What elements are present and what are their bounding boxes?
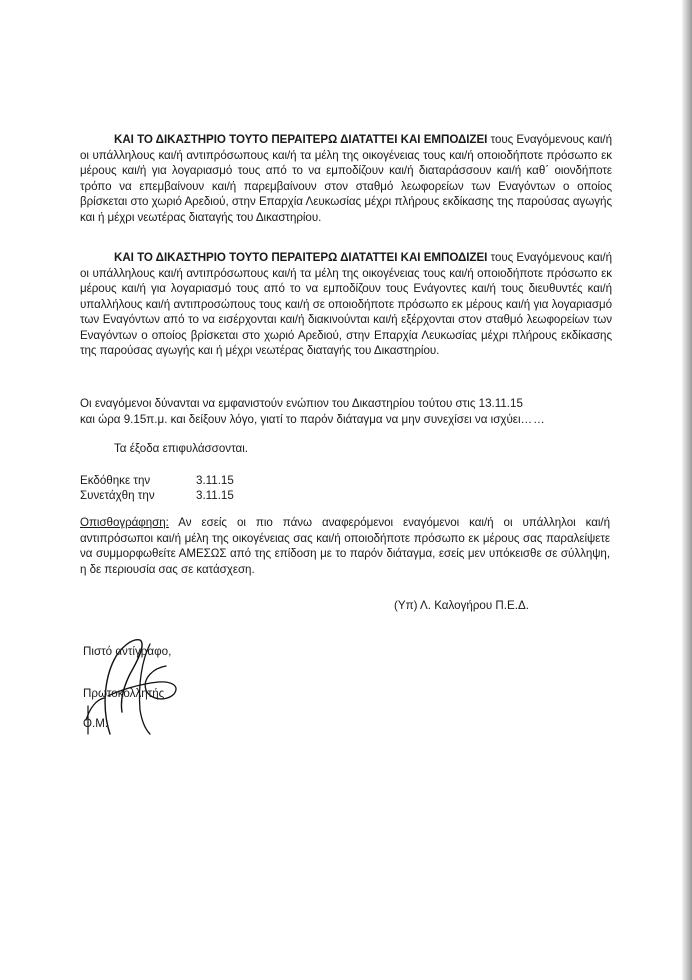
certified-copy-label: Πιστό αντίγραφο,	[83, 645, 172, 658]
registrar-initials: Ο.Μ.	[83, 717, 109, 730]
issued-date: 3.11.15	[196, 474, 234, 487]
costs-reserved-line: Τα έξοδα επιφυλάσσονται.	[114, 442, 249, 455]
drafted-date: 3.11.15	[196, 489, 234, 502]
paragraph-2-body: τους Εναγόμενους και/ή οι υπάλληλους και/ή αντιπρόσωπους και/ή τα μέλη της οικογένειας τους και/ή οποιοδήποτε πρόσωπο εκ μέρους και/ή για λογαριασμό τους από το να εμποδίζουν τους Ενάγοντες και/ή τους διευθυντές και/ή υπαλλήλους και/ή αντιπροσώπους τους και/ή σε οποιοδήποτε πρόσωπο εκ μέρους και/ή για λογαριασμό των Εναγόντων από το να εισέρχονται και/ή διακινούνται και/ή εξέρχονται στον σταθμό λεωφορείων των Εναγόντων ο οποίος βρίσκεται στο χωριό Αρεδιού, στην Επαρχία Λευκωσίας μέχρι πλήρους εκδίκασης της παρούσας αγωγής και ή μέχρι νεωτέρας διαταγής του Δικαστηρίου.	[80, 251, 612, 357]
appearance-dots: ……	[520, 413, 546, 426]
endorsement-paragraph	[80, 515, 610, 577]
appearance-line-2	[80, 412, 546, 428]
certification-block	[80, 630, 220, 740]
endorsement-body: Αν εσείς οι πιο πάνω αναφερόμενοι εναγόμενοι και/ή οι υπάλληλοι και/ή αντιπρόσωποι και/ή μέλη της οικογένειας σας και/ή οποιοδήποτε πρόσωπο εκ μέρους σας παραλείψετε να συμμορφωθείτε ΑΜΕΣΩΣ από της επίδοση με το παρόν διάταγμα, εσείς μεν υπόκεισθε σε σύλληψη, η δε περιουσία σας σε κατάσχεση.	[80, 516, 611, 576]
judge-signature-line: (Υπ) Λ. Καλογήρου Π.Ε.Δ.	[394, 599, 529, 612]
scan-edge-shadow	[682, 0, 692, 980]
drafted-label: Συνετάχθη την	[80, 489, 155, 502]
appearance-line-1: Οι εναγόμενοι δύνανται να εμφανιστούν ενώπιον του Δικαστηρίου τούτου στις 13.11.15	[80, 397, 523, 410]
paragraph-1-heading: ΚΑΙ ΤΟ ΔΙΚΑΣΤΗΡΙΟ ΤΟΥΤΟ ΠΕΡΑΙΤΕΡΩ ΔΙΑΤΑΤΤΕΙ ΚΑΙ ΕΜΠΟΔΙΖΕΙ	[114, 133, 488, 146]
paragraph-restraining-order-2	[80, 250, 612, 359]
paragraph-restraining-order-1	[80, 132, 612, 225]
paragraph-2-heading: ΚΑΙ ΤΟ ΔΙΚΑΣΤΗΡΙΟ ΤΟΥΤΟ ΠΕΡΑΙΤΕΡΩ ΔΙΑΤΑΤΤΕΙ ΚΑΙ ΕΜΠΟΔΙΖΕΙ	[114, 251, 488, 264]
issued-label: Εκδόθηκε την	[80, 474, 151, 487]
endorsement-label: Οπισθογράφηση:	[80, 516, 169, 529]
appearance-line-2-text: και ώρα 9.15π.μ. και δείξουν λόγο, γιατί το παρόν διάταγμα να μην συνεχίσει να ισχύει	[80, 413, 521, 426]
registrar-label: Πρωτοκολλητής	[83, 687, 165, 700]
paragraph-1-body: τους Εναγόμενους και/ή οι υπάλληλους και/ή αντιπρόσωπους και/ή τα μέλη της οικογένειας τους και/ή οποιοδήποτε πρόσωπο εκ μέρους και/ή για λογαριασμό τους από το να εμποδίζουν και/ή διαταράσσουν και/ή καθ΄ οιονδήποτε τρόπο να επεμβαίνουν και/ή παρεμβαίνουν στον σταθμό λεωφορείων των Εναγόντων ο οποίος βρίσκεται στο χωριό Αρεδιού, στην Επαρχία Λευκωσίας μέχρι πλήρους εκδίκασης της παρούσας αγωγής και ή μέχρι νεωτέρας διαταγής του Δικαστηρίου.	[80, 133, 612, 224]
